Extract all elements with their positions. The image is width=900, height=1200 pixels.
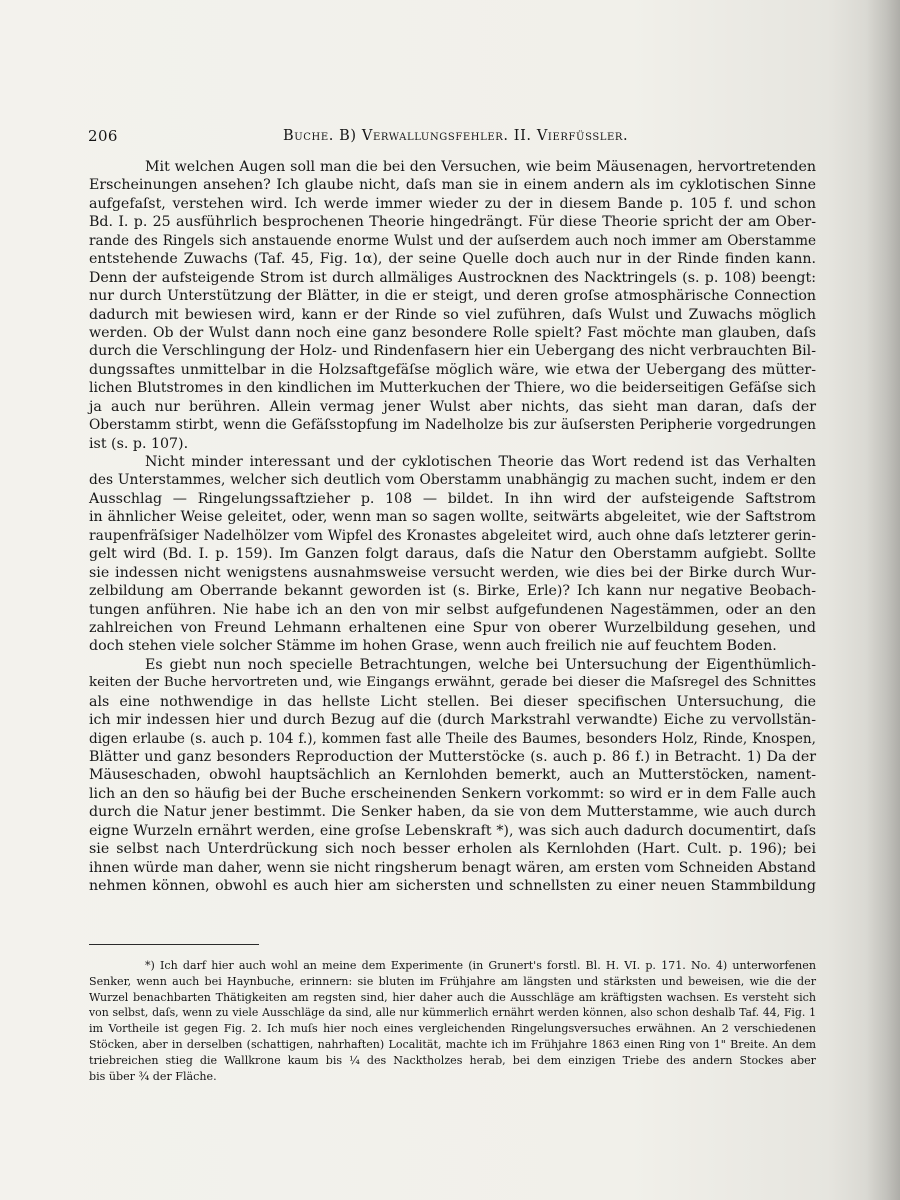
footnote-line: von selbst, daſs, wenn zu viele Ausschläge da sind, alle nur kümmerlich ernährt werden können, also schon deshalb Taf. 44, Fig. 1: [89, 1006, 816, 1020]
footnote: [89, 958, 816, 1084]
page-header: [88, 127, 816, 147]
text-line: durch die Verschlingung der Holz- und Rindenfasern hier ein Uebergang des nicht verbrauchten Bil-: [89, 343, 816, 360]
text-line: Denn der aufsteigende Strom ist durch allmäliges Austrocknen des Nacktringels (s. p. 108) beengt:: [89, 269, 816, 286]
running-head: Buche. B) Verwallungsfehler. II. Vierfüssler.: [283, 128, 629, 144]
text-line: Nicht minder interessant und der cyklotischen Theorie das Wort redend ist das Verhalten: [145, 454, 816, 470]
text-line: Oberstamm stirbt, wenn die Gefäſsstopfung im Nadelholze bis zur äuſsersten Peripherie vorgedrungen: [89, 417, 816, 434]
text-line: als eine nothwendige in das hellste Licht stellen. Bei dieser specifischen Untersuchung, die: [89, 693, 816, 710]
main-text: [89, 158, 816, 896]
text-line: raupenfräſsiger Nadelhölzer vom Wipfel des Kronastes abgeleitet wird, auch ohne daſs letzterer gerin-: [89, 527, 816, 544]
text-line: Mit welchen Augen soll man die bei den Versuchen, wie beim Mäusenagen, hervortretenden: [145, 159, 816, 175]
text-line: nehmen können, obwohl es auch hier am sichersten und schnellsten zu einer neuen Stammbildung: [89, 878, 816, 895]
text-line: gelt wird (Bd. I. p. 159). Im Ganzen folgt daraus, daſs die Natur den Oberstamm aufgiebt. Sollte: [89, 546, 816, 563]
text-line: zelbildung am Oberrande bekannt geworden ist (s. Birke, Erle)? Ich kann nur negative Beobach-: [89, 583, 816, 600]
text-line: aufgefaſst, verstehen wird. Ich werde immer wieder zu der in diesem Bande p. 105 f. und schon: [89, 195, 816, 212]
text-line: Erscheinungen ansehen? Ich glaube nicht, daſs man sie in einem andern als im cyklotischen Sinne: [89, 177, 816, 194]
text-line: rande des Ringels sich anstauende enorme Wulst und der auſserdem auch noch immer am Oberstamme: [89, 232, 816, 249]
text-line: sie indessen nicht wenigstens ausnahmsweise versucht werden, wie dies bei der Birke durch Wur-: [89, 564, 816, 581]
text-line: doch stehen viele solcher Stämme im hohen Grase, wenn auch freilich nie auf feuchtem Boden.: [89, 638, 777, 655]
footnote-line: Senker, wenn auch bei Haynbuche, erinnern: sie bluten im Frühjahre am längsten und stärksten und beweisen, wie die der: [89, 974, 816, 988]
text-line: Ausschlag — Ringelungssaftzieher p. 108 — bildet. In ihn wird der aufsteigende Saftstrom: [89, 490, 816, 507]
text-line: werden. Ob der Wulst dann noch eine ganz besondere Rolle spielt? Fast möchte man glauben, daſs: [89, 324, 816, 341]
text-line: Mäuseschaden, obwohl hauptsächlich an Kernlohden bemerkt, auch an Mutterstöcken, nament-: [89, 767, 816, 784]
text-line: eigne Wurzeln ernährt werden, eine groſse Lebenskraft *), was sich auch dadurch documentirt, daſs: [89, 822, 816, 839]
text-line: durch die Natur jener bestimmt. Die Senker haben, da sie von dem Mutterstamme, wie auch durch: [89, 804, 816, 821]
text-line: tungen anführen. Nie habe ich an den von mir selbst aufgefundenen Nagestämmen, oder an den: [89, 601, 816, 618]
text-line: Es giebt nun noch specielle Betrachtungen, welche bei Untersuchung der Eigenthümlich-: [145, 656, 816, 673]
footnote-line: triebreichen stieg die Wallkrone kaum bis ¼ des Nacktholzes herab, bei dem einzigen Triebe des andern Stockes aber: [89, 1053, 816, 1067]
text-line: lichen Blutstromes in den kindlichen im Mutterkuchen der Thiere, wo die beiderseitigen Gefäſse sich: [89, 380, 816, 397]
text-line: Blätter und ganz besonders Reproduction der Mutterstöcke (s. auch p. 86 f.) in Betracht. 1) Da der: [89, 749, 816, 765]
text-line: sie selbst nach Unterdrückung sich noch besser erholen als Kernlohden (Hart. Cult. p. 196); bei: [89, 841, 816, 858]
text-line: keiten der Buche hervortreten und, wie Eingangs erwähnt, gerade bei dieser die Maſsregel des Schnittes: [89, 675, 816, 691]
text-line: in ähnlicher Weise geleitet, oder, wenn man so sagen wollte, seitwärts abgeleitet, wie der Saftstrom: [89, 509, 816, 526]
text-line: ich mir indessen hier und durch Bezug auf die (durch Markstrahl verwandte) Eiche zu vervollstän-: [89, 712, 816, 729]
footnote-line: Wurzel benachbarten Thätigkeiten am regsten sind, hier daher auch die Ausschläge am kräftigsten wachsen. Es versteht sich: [89, 990, 816, 1004]
text-line: lich an den so häufig bei der Buche erscheinenden Senkern vorkommt: so wird er in dem Falle auch: [89, 785, 816, 802]
page-number: 206: [88, 127, 118, 145]
text-line: dungssaftes unmittelbar in die Holzsaftgefäſse möglich wäre, wie etwa der Uebergang des mütter-: [89, 361, 816, 378]
text-line: entstehende Zuwachs (Taf. 45, Fig. 1α), der seine Quelle doch auch nur in der Rinde finden kann.: [89, 251, 816, 268]
text-line: ja auch nur berühren. Allein vermag jener Wulst aber nichts, das sieht man daran, daſs der: [89, 398, 816, 415]
footnote-line: im Vortheile ist gegen Fig. 2. Ich muſs hier noch eines vergleichenden Ringelungsversuches erwähnen. An 2 verschiedenen: [89, 1022, 816, 1036]
footnote-line: bis über ¾ der Fläche.: [89, 1069, 217, 1083]
text-line: ist (s. p. 107).: [89, 435, 189, 452]
footnote-line: *) Ich darf hier auch wohl an meine dem Experimente (in Grunert's forstl. Bl. H. VI. p. 171. No. 4) unterworfenen: [145, 959, 816, 972]
text-line: nur durch Unterstützung der Blätter, in die er steigt, und deren groſse atmosphärische Connection: [89, 288, 816, 305]
footnote-divider: [89, 944, 259, 945]
text-line: des Unterstammes, welcher sich deutlich vom Oberstamm unabhängig zu machen sucht, indem er den: [89, 472, 816, 489]
footnote-line: Stöcken, aber in derselben (schattigen, nahrhaften) Localität, machte ich im Frühjahre 1863 einen Ring von 1" Breite. An dem: [89, 1037, 816, 1051]
text-line: zahlreichen von Freund Lehmann erhaltenen eine Spur von oberer Wurzelbildung gesehen, und: [89, 619, 816, 636]
page-edge-shadow: [866, 0, 900, 1200]
text-line: Bd. I. p. 25 ausführlich besprochenen Theorie hingedrängt. Für diese Theorie spricht der am Ober-: [89, 214, 816, 231]
text-line: dadurch mit bewiesen wird, kann er der Rinde so viel zuführen, daſs Wulst und Zuwachs möglich: [89, 306, 816, 323]
text-line: digen erlaube (s. auch p. 104 f.), kommen fast alle Theile des Baumes, besonders Holz, Rinde, Knospen,: [89, 730, 816, 747]
text-line: ihnen würde man daher, wenn sie nicht ringsherum benagt wären, am ersten vom Schneiden Abstand: [89, 859, 816, 876]
